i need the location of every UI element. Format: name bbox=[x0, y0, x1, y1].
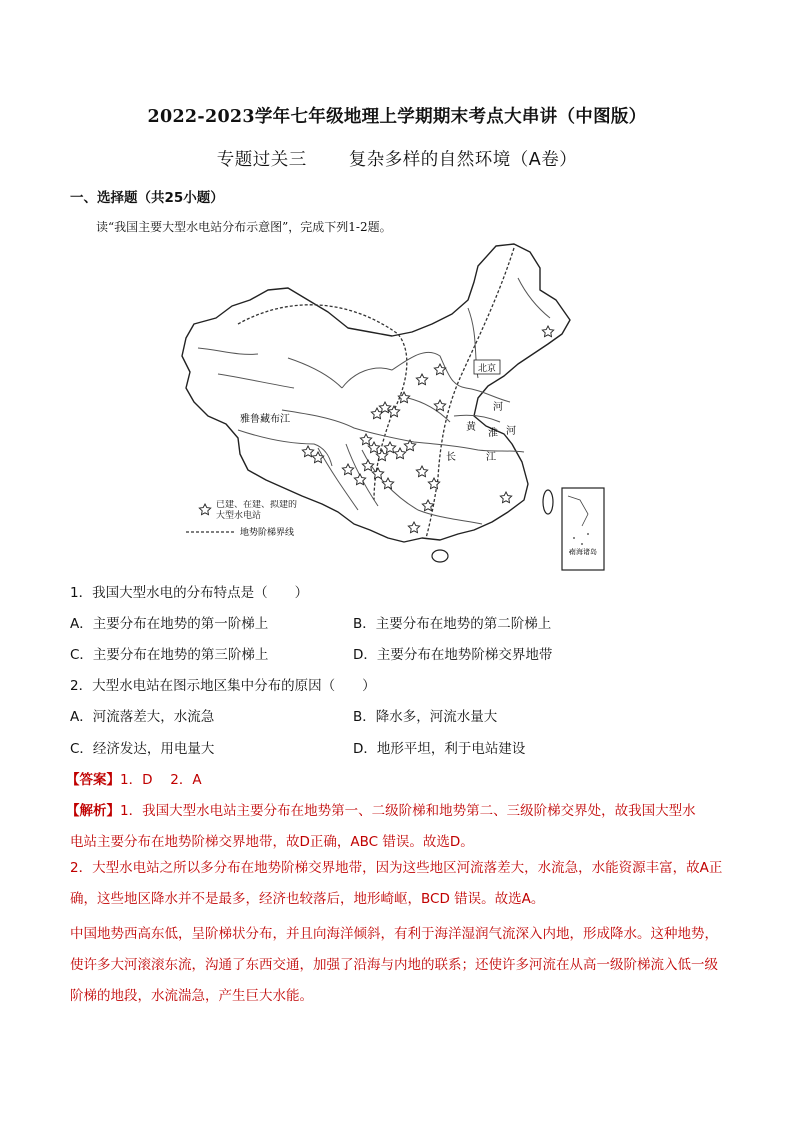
hydropower-map bbox=[178, 238, 608, 573]
analysis-paragraph-3: 中国地势西高东低，呈阶梯状分布，并且向海洋倾斜，有利于海洋湿润气流深入内地，形成降水。这种地势，使许多大河滚滚东流，沟通了东西交通，加强了沿海与内地的联系；还使许多河流在从高一级阶梯流入低一级阶梯的地段，水流湍急，产生巨大水能。 bbox=[70, 926, 718, 1004]
star-icon bbox=[199, 504, 210, 515]
label-he2: 河 bbox=[506, 426, 516, 437]
analysis-p1-second: 电站主要分布在地势阶梯交界地带，故D正确，ABC 错误。故选D。 bbox=[70, 834, 474, 850]
label-chang: 长 bbox=[446, 452, 456, 463]
label-yarlung: 雅鲁藏布江 bbox=[240, 414, 290, 425]
question-2-option-c: C．经济发达，用电量大 bbox=[70, 741, 215, 757]
label-jiang: 江 bbox=[486, 452, 496, 463]
question-2-stem: 2．大型水电站在图示地区集中分布的原因（ ） bbox=[70, 678, 376, 694]
label-huai: 淮 bbox=[488, 428, 498, 439]
analysis-paragraph-2: 2．大型水电站之所以多分布在地势阶梯交界地带，因为这些地区河流落差大，水流急，水能资源丰富，故A正确，这些地区降水并不是最多，经济也较落后，地形崎岖，BCD 错误。故选A。 bbox=[70, 860, 723, 907]
question-2-option-d: D．地形平坦，利于电站建设 bbox=[353, 741, 526, 757]
inset-label-1: 南海诸岛 bbox=[569, 548, 597, 556]
analysis-line-1 bbox=[66, 799, 696, 819]
question-1-option-a: A．主要分布在地势的第一阶梯上 bbox=[70, 616, 269, 632]
legend-station-label: 已建、在建、拟建的大型水电站 bbox=[216, 500, 298, 521]
label-he: 河 bbox=[493, 402, 503, 413]
label-huang: 黄 bbox=[466, 422, 476, 433]
question-2-option-a: A．河流落差大，水流急 bbox=[70, 709, 215, 725]
answer-text: 1．D 2．A bbox=[120, 772, 202, 788]
question-1-option-d: D．主要分布在地势阶梯交界地带 bbox=[353, 647, 553, 663]
question-1-option-c: C．主要分布在地势的第三阶梯上 bbox=[70, 647, 269, 663]
analysis-p1-first: 1．我国大型水电站主要分布在地势第一、二级阶梯和地势第二、三级阶梯交界处，故我国大型水 bbox=[120, 803, 696, 819]
question-1-stem: 1．我国大型水电的分布特点是（ ） bbox=[70, 585, 309, 601]
document-subtitle bbox=[0, 146, 794, 171]
subtitle-name: 复杂多样的自然环境（A卷） bbox=[348, 150, 578, 170]
question-1-option-b: B．主要分布在地势的第二阶梯上 bbox=[353, 616, 552, 632]
analysis-label: 【解析】 bbox=[66, 803, 120, 819]
label-beijing: 北京 bbox=[477, 364, 497, 374]
legend-boundary-label: 地势阶梯界线 bbox=[240, 528, 295, 538]
south-china-sea-inset bbox=[562, 488, 604, 570]
subtitle-topic: 专题过关三 bbox=[216, 150, 307, 170]
china-outline bbox=[182, 244, 570, 542]
question-intro: 读“我国主要大型水电站分布示意图”，完成下列1-2题。 bbox=[96, 220, 392, 234]
section-heading: 一、选择题（共25小题） bbox=[70, 190, 224, 206]
answer-label: 【答案】 bbox=[66, 772, 120, 788]
document-title: 2022-2023学年七年级地理上学期期末考点大串讲（中图版） bbox=[147, 107, 647, 127]
answer-line bbox=[66, 768, 202, 788]
question-2-option-b: B．降水多，河流水量大 bbox=[353, 709, 498, 725]
